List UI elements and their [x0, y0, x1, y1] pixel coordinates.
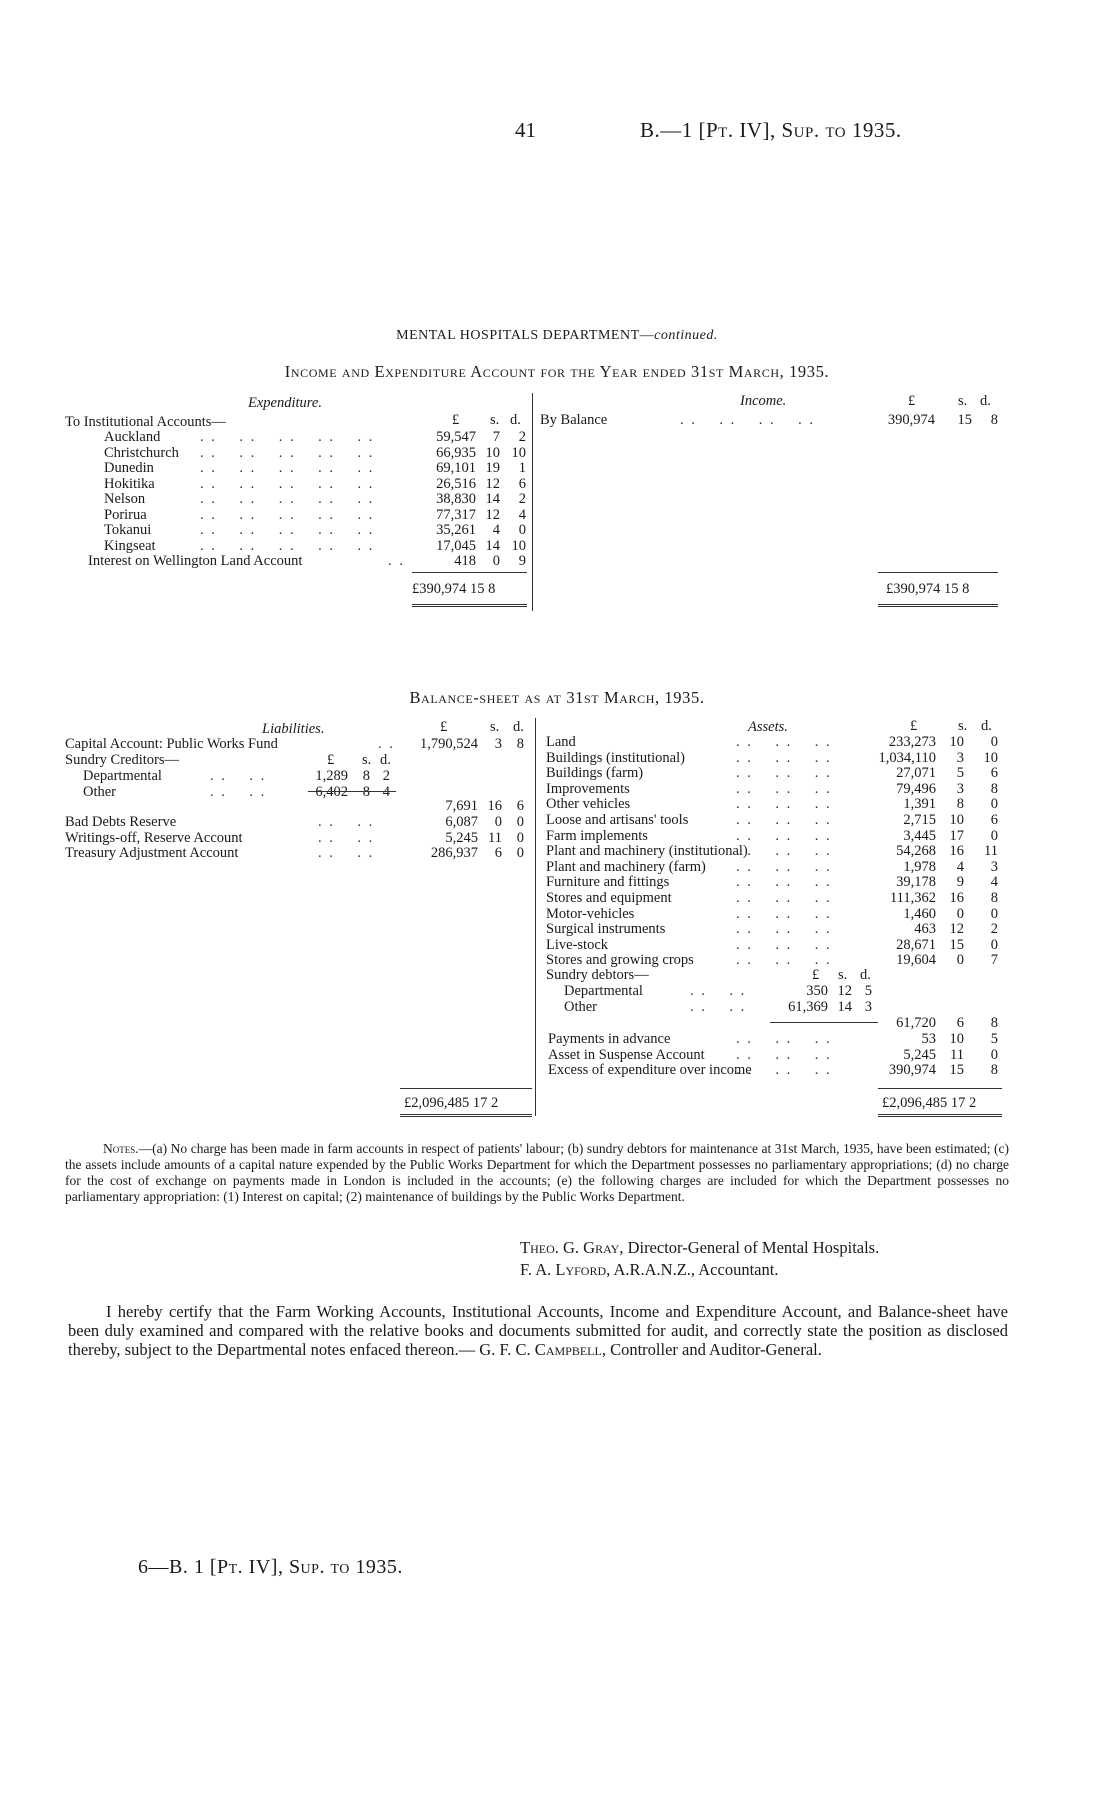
asset-row-leader: . . . . . . [736, 921, 832, 938]
ie-inc-d-head: d. [980, 393, 991, 409]
liability-row-pence: 0 [516, 845, 524, 861]
expenditure-row-shillings: 14 [485, 537, 500, 554]
expenditure-row-shillings: 12 [485, 506, 500, 523]
income-heading: Income. [740, 393, 787, 409]
asset-row-label: Plant and machinery (institutional) [546, 843, 748, 860]
liability-row-label: Writings-off, Reserve Account [65, 829, 243, 846]
other-asset-row-shillings: 10 [949, 1031, 964, 1047]
asset-row-label: Motor-vehicles [546, 905, 635, 922]
expenditure-row-label: Kingseat [104, 537, 156, 554]
liability-row-pence: 0 [516, 814, 524, 830]
liability-row-pounds: 5,245 [445, 829, 478, 846]
asset-row-pounds: 1,978 [903, 858, 936, 875]
asset-row-leader: . . . . . . [736, 812, 832, 828]
debtor-row-shillings: 12 [837, 983, 852, 999]
asset-row-pence: 6 [990, 765, 998, 782]
asset-row-label: Plant and machinery (farm) [546, 858, 706, 875]
ie-total-income: £390,974 15 8 [886, 581, 970, 597]
capital-account-pounds: 1,790,524 [420, 736, 478, 752]
capital-account-s: 3 [494, 736, 502, 752]
debtor-row-label: Departmental [564, 983, 643, 999]
asset-row-leader: . . . . . . [736, 890, 832, 906]
other-asset-row-pounds: 53 [921, 1031, 936, 1047]
signature-accountant-name: F. A. Lyford [520, 1260, 607, 1279]
creditors-total-d: 6 [516, 798, 524, 814]
asset-row-leader: . . . . . . [736, 858, 832, 875]
asset-row-shillings: 10 [949, 734, 964, 750]
expenditure-row-label: Tokanui [104, 522, 152, 538]
asset-row-pence: 3 [990, 858, 998, 875]
certificate-signer: G. F. C. Campbell [479, 1340, 602, 1359]
signature-director [520, 1238, 879, 1258]
asset-row-pounds: 463 [914, 921, 936, 938]
other-asset-row-pounds: 5,245 [903, 1046, 936, 1063]
bs-asset-s-head: s. [958, 718, 968, 734]
expenditure-row-shillings: 19 [485, 460, 500, 476]
creditors-pound-head: £ [327, 752, 335, 768]
expenditure-row-shillings: 10 [485, 444, 500, 461]
asset-row-label: Live-stock [546, 936, 609, 953]
ie-exp-double-rule [412, 604, 527, 607]
department-title-main: MENTAL HOSPITALS DEPARTMENT— [396, 328, 655, 343]
page-number: 41 [515, 118, 536, 142]
creditor-row-shillings: 8 [362, 768, 370, 784]
expenditure-row-label: Dunedin [104, 460, 154, 476]
expenditure-row-leader: . . . . . . . . . . [200, 429, 375, 445]
asset-row-shillings: 4 [956, 858, 964, 875]
asset-row-pence: 0 [990, 796, 998, 813]
debtor-row-shillings: 14 [837, 998, 852, 1015]
department-title-suffix: continued. [654, 328, 718, 343]
debtor-row-leader: . . . . [690, 983, 747, 999]
debtor-row-leader: . . . . [690, 998, 747, 1015]
expenditure-row-pence: 2 [518, 429, 526, 445]
asset-row-label: Stores and equipment [546, 890, 672, 906]
certificate-text: I hereby certify that the Farm Working Accounts, Institutional Accounts, Income and Expenditure Account, and Balance-sheet have been duly examined and compared with the relative books and documents submitted for audit, and correctly state the position as disclosed thereby, subject to the Departmental notes enfaced thereon.— [68, 1302, 1008, 1359]
asset-row-pence: 2 [990, 921, 998, 938]
liabilities-heading: Liabilities. [262, 721, 325, 737]
ie-inc-s-head: s. [958, 393, 968, 409]
liability-row-leader: . . . . [318, 814, 375, 830]
other-asset-row-pence: 5 [990, 1031, 998, 1047]
asset-row-pence: 4 [990, 874, 998, 891]
bs-liab-s-head: s. [490, 719, 500, 735]
other-asset-row-pence: 0 [990, 1046, 998, 1063]
other-asset-row-pence: 8 [990, 1062, 998, 1078]
expenditure-row-pence: 10 [511, 444, 526, 461]
debtor-row-pence: 5 [864, 983, 872, 999]
asset-row-shillings: 15 [949, 936, 964, 953]
other-asset-row-label: Asset in Suspense Account [548, 1046, 705, 1063]
creditor-row-pence: 4 [382, 783, 390, 800]
expenditure-row-pounds: 26,516 [436, 475, 476, 492]
capital-account-leader: . . [378, 736, 395, 752]
expenditure-row-shillings: 12 [485, 475, 500, 492]
notes-paragraph [65, 1141, 1009, 1205]
bs-total-assets: £2,096,485 17 2 [882, 1095, 977, 1111]
signature-director-title: , Director-General of Mental Hospitals. [619, 1238, 880, 1257]
asset-row-pence: 0 [990, 734, 998, 750]
other-asset-row-shillings: 11 [950, 1046, 964, 1063]
expenditure-row-leader: . . . . . . . . . . [200, 491, 375, 507]
asset-row-pence: 7 [990, 952, 998, 969]
expenditure-row-label: Auckland [104, 429, 161, 445]
expenditure-row-pence: 0 [518, 522, 526, 538]
asset-row-pence: 0 [990, 905, 998, 922]
debtors-total-d: 8 [990, 1015, 998, 1031]
liability-row-leader: . . . . [318, 845, 375, 861]
bs-total-liabilities: £2,096,485 17 2 [404, 1095, 499, 1111]
expenditure-row-pence: 9 [518, 553, 526, 569]
liability-row-shillings: 11 [488, 829, 502, 846]
income-row-d: 8 [990, 412, 998, 428]
expenditure-row-label: Hokitika [104, 475, 155, 492]
creditor-row-label: Departmental [83, 768, 162, 784]
asset-row-leader: . . . . . . [736, 952, 832, 969]
asset-row-label: Loose and artisans' tools [546, 812, 689, 828]
sundry-creditors-label: Sundry Creditors— [65, 752, 179, 768]
notes-text: (a) No charge has been made in farm accounts in respect of patients' labour; (b) sundry debtors for maintenance at 31st March, 1935, have been estimated; (c) the assets include amounts of a capital nature expended by the Public Works Department for which the Department possesses no parliamentary appropriations; (d) no charge for the cost of exchange on payments made in London is included in the accounts; (e) the following charges are included for which the Department possesses no parliamentary appropriation: (1) Interest on capital; (2) maintenance of buildings by the Public Works Department. [65, 1141, 1009, 1204]
asset-row-leader: . . . . . . [736, 780, 832, 797]
asset-row-shillings: 12 [949, 921, 964, 938]
asset-row-pounds: 54,268 [896, 843, 936, 860]
asset-row-pounds: 2,715 [903, 812, 936, 828]
debtors-d-head: d. [860, 967, 871, 983]
signature-director-name: Theo. G. Gray [520, 1238, 620, 1257]
asset-row-shillings: 10 [949, 812, 964, 828]
debtor-row-pence: 3 [864, 998, 872, 1015]
expenditure-row-leader: . . [388, 553, 405, 569]
other-asset-row-leader: . . . . . . [736, 1062, 832, 1078]
capital-account-d: 8 [516, 736, 524, 752]
expenditure-row-label: Interest on Wellington Land Account [88, 553, 303, 569]
ie-divider [532, 393, 533, 611]
debtors-total-s: 6 [956, 1015, 964, 1031]
expenditure-row-pounds: 59,547 [436, 429, 476, 445]
income-row-label: By Balance [540, 412, 608, 428]
expenditure-row-label: Nelson [104, 491, 146, 507]
capital-account-label: Capital Account: Public Works Fund [65, 736, 278, 752]
creditor-row-pence: 2 [382, 768, 390, 784]
asset-row-shillings: 3 [956, 780, 964, 797]
asset-row-leader: . . . . . . [736, 734, 832, 750]
balance-sheet-title: Balance-sheet as at 31st March, 1935. [409, 688, 705, 707]
liability-row-leader: . . . . [318, 829, 375, 846]
ie-exp-s-head: s. [490, 412, 500, 428]
expenditure-row-leader: . . . . . . . . . . [200, 537, 375, 554]
creditors-rule [308, 791, 396, 792]
asset-row-label: Buildings (institutional) [546, 749, 685, 766]
asset-row-shillings: 8 [956, 796, 964, 813]
asset-row-pence: 0 [990, 827, 998, 844]
asset-row-pounds: 28,671 [896, 936, 936, 953]
asset-row-pence: 6 [990, 812, 998, 828]
expenditure-row-pence: 2 [518, 491, 526, 507]
to-institutional-label: To Institutional Accounts— [65, 414, 226, 430]
bs-divider [535, 718, 536, 1116]
assets-heading: Assets. [748, 719, 788, 735]
asset-row-label: Land [546, 734, 576, 750]
expenditure-row-leader: . . . . . . . . . . [200, 460, 375, 476]
asset-row-label: Buildings (farm) [546, 765, 644, 782]
bs-asset-double-rule [878, 1114, 1002, 1117]
debtor-row-label: Other [564, 998, 598, 1015]
asset-row-leader: . . . . . . [736, 765, 832, 782]
certificate-signer-title: , Controller and Auditor-General. [601, 1340, 822, 1359]
asset-row-shillings: 16 [949, 890, 964, 906]
ie-exp-pound-head: £ [452, 412, 460, 428]
asset-row-pence: 11 [984, 843, 998, 860]
sundry-debtors-label: Sundry debtors— [546, 967, 649, 983]
bs-liab-d-head: d. [513, 719, 524, 735]
asset-row-pence: 8 [990, 780, 998, 797]
asset-row-shillings: 9 [956, 874, 964, 891]
debtor-row-pounds: 61,369 [788, 998, 828, 1015]
other-asset-row-label: Payments in advance [548, 1031, 671, 1047]
asset-row-pounds: 233,273 [888, 734, 936, 750]
expenditure-row-leader: . . . . . . . . . . [200, 522, 375, 538]
liability-row-label: Bad Debts Reserve [65, 814, 177, 830]
debtors-s-head: s. [838, 967, 848, 983]
expenditure-row-shillings: 7 [492, 429, 500, 445]
asset-row-shillings: 5 [956, 765, 964, 782]
ie-inc-pound-head: £ [908, 393, 916, 409]
creditor-row-shillings: 8 [362, 783, 370, 800]
creditors-total-pounds: 7,691 [445, 798, 478, 814]
expenditure-row-pounds: 17,045 [436, 537, 476, 554]
asset-row-label: Surgical instruments [546, 921, 666, 938]
asset-row-label: Farm implements [546, 827, 648, 844]
asset-row-label: Improvements [546, 780, 630, 797]
liability-row-pounds: 6,087 [445, 814, 478, 830]
expenditure-row-pounds: 66,935 [436, 444, 476, 461]
expenditure-heading: Expenditure. [248, 395, 322, 411]
asset-row-shillings: 17 [949, 827, 964, 844]
expenditure-row-shillings: 4 [492, 522, 500, 538]
expenditure-row-label: Christchurch [104, 444, 179, 461]
asset-row-pence: 8 [990, 890, 998, 906]
other-asset-row-label: Excess of expenditure over income [548, 1062, 752, 1078]
income-row-s: 15 [957, 412, 972, 428]
asset-row-leader: . . . . . . [736, 874, 832, 891]
expenditure-row-shillings: 0 [492, 553, 500, 569]
asset-row-pounds: 1,034,110 [878, 749, 936, 766]
asset-row-pounds: 1,460 [903, 905, 936, 922]
expenditure-row-pence: 6 [518, 475, 526, 492]
expenditure-row-pence: 1 [518, 460, 526, 476]
creditors-s-head: s. [362, 752, 372, 768]
bs-asset-d-head: d. [981, 718, 992, 734]
bs-asset-total-rule [878, 1088, 1002, 1089]
asset-row-pounds: 3,445 [903, 827, 936, 844]
other-asset-row-shillings: 15 [949, 1062, 964, 1078]
expenditure-row-leader: . . . . . . . . . . [200, 475, 375, 492]
notes-lead: Notes.— [103, 1141, 153, 1156]
asset-row-leader: . . . . . . [736, 827, 832, 844]
asset-row-shillings: 0 [956, 905, 964, 922]
signature-accountant-title: , A.R.A.N.Z., Accountant. [606, 1260, 779, 1279]
ie-inc-total-rule [878, 572, 998, 573]
asset-row-pence: 0 [990, 936, 998, 953]
asset-row-shillings: 0 [956, 952, 964, 969]
asset-row-leader: . . . . . . [736, 936, 832, 953]
debtors-pound-head: £ [812, 967, 820, 983]
asset-row-shillings: 3 [956, 749, 964, 766]
income-row-leader: . . . . . . . . [680, 412, 815, 428]
expenditure-row-pence: 4 [518, 506, 526, 523]
ie-exp-d-head: d. [510, 412, 521, 428]
income-row-pounds: 390,974 [887, 412, 935, 428]
department-title [0, 328, 1114, 344]
ie-total-expenditure: £390,974 15 8 [412, 581, 496, 597]
page-footer: 6—B. 1 [Pt. IV], Sup. to 1935. [138, 1556, 403, 1578]
liability-row-label: Treasury Adjustment Account [65, 845, 239, 861]
asset-row-label: Other vehicles [546, 796, 631, 813]
asset-row-pounds: 39,178 [896, 874, 936, 891]
asset-row-pounds: 27,071 [896, 765, 936, 782]
expenditure-row-pounds: 35,261 [436, 522, 476, 538]
creditors-total-s: 16 [487, 798, 502, 814]
expenditure-row-leader: . . . . . . . . . . [200, 444, 375, 461]
bs-liab-total-rule [400, 1088, 532, 1089]
ie-inc-double-rule [878, 604, 998, 607]
asset-row-label: Furniture and fittings [546, 874, 670, 891]
debtor-row-pounds: 350 [806, 983, 828, 999]
debtors-total-pounds: 61,720 [896, 1015, 936, 1031]
ie-account-title: Income and Expenditure Account for the Year ended 31st March, 1935. [284, 362, 830, 381]
signature-accountant [520, 1260, 778, 1280]
expenditure-row-pounds: 418 [454, 553, 476, 569]
creditor-row-pounds: 6,402 [315, 783, 348, 800]
expenditure-row-pounds: 69,101 [436, 460, 476, 476]
expenditure-row-label: Porirua [104, 506, 147, 523]
creditor-row-leader: . . . . [210, 768, 267, 784]
creditor-row-pounds: 1,289 [315, 768, 348, 784]
bs-liab-double-rule [400, 1114, 532, 1117]
series-reference: B.—1 [Pt. IV], Sup. to 1935. [640, 118, 902, 142]
asset-row-pence: 10 [983, 749, 998, 766]
creditors-d-head: d. [380, 752, 391, 768]
bs-liab-pound-head: £ [440, 719, 448, 735]
asset-row-leader: . . . . . . [736, 905, 832, 922]
asset-row-pounds: 111,362 [889, 890, 936, 906]
liability-row-shillings: 6 [494, 845, 502, 861]
creditor-row-label: Other [83, 783, 117, 800]
asset-row-shillings: 16 [949, 843, 964, 860]
other-asset-row-pounds: 390,974 [888, 1062, 936, 1078]
other-asset-row-leader: . . . . . . [736, 1046, 832, 1063]
liability-row-pounds: 286,937 [430, 845, 478, 861]
expenditure-row-pounds: 77,317 [436, 506, 476, 523]
other-asset-row-leader: . . . . . . [736, 1031, 832, 1047]
asset-row-pounds: 19,604 [896, 952, 936, 969]
asset-row-pounds: 79,496 [896, 780, 936, 797]
asset-row-pounds: 1,391 [903, 796, 936, 813]
asset-row-label: Stores and growing crops [546, 952, 694, 969]
expenditure-row-pounds: 38,830 [436, 491, 476, 507]
expenditure-row-leader: . . . . . . . . . . [200, 506, 375, 523]
bs-asset-pound-head: £ [910, 718, 918, 734]
liability-row-pence: 0 [516, 829, 524, 846]
audit-certificate [68, 1302, 1008, 1359]
asset-row-leader: . . . . . . [736, 843, 832, 860]
expenditure-row-pence: 10 [511, 537, 526, 554]
expenditure-row-shillings: 14 [485, 491, 500, 507]
liability-row-shillings: 0 [494, 814, 502, 830]
asset-row-leader: . . . . . . [736, 749, 832, 766]
ie-exp-total-rule [412, 572, 527, 573]
creditor-row-leader: . . . . [210, 783, 267, 800]
asset-row-leader: . . . . . . [736, 796, 832, 813]
